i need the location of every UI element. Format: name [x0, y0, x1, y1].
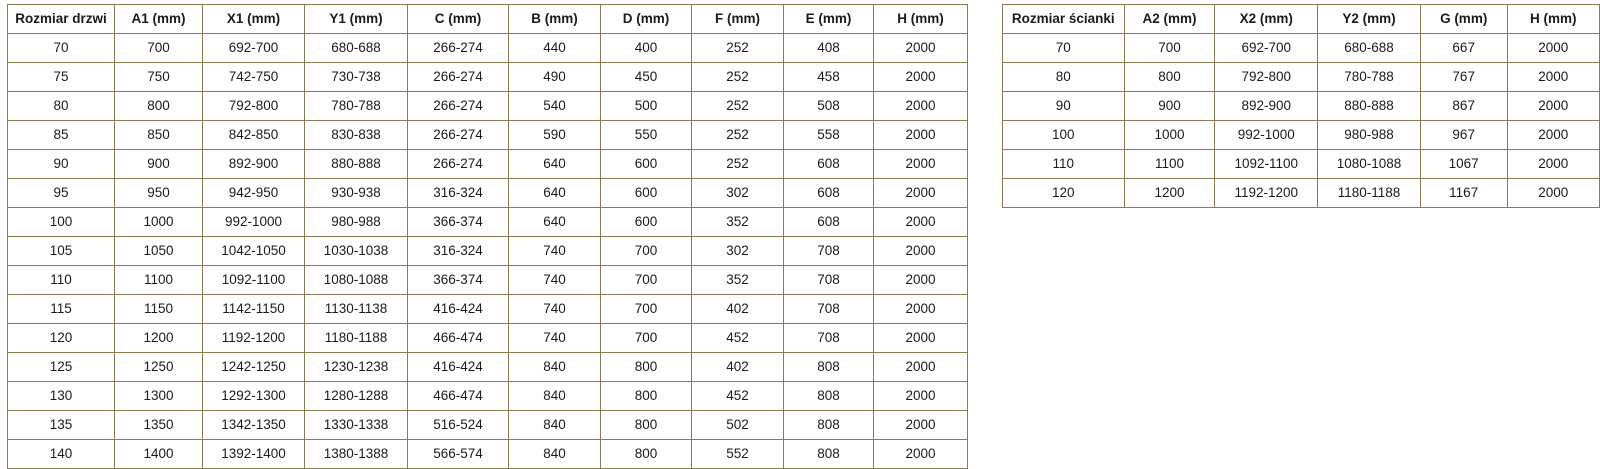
cell: 1192-1200	[203, 324, 305, 353]
cell: 1100	[1124, 150, 1215, 179]
table-row	[8, 324, 968, 353]
column-header-x1: X1 (mm)	[203, 5, 305, 34]
cell: 2000	[874, 150, 968, 179]
cell: 800	[601, 440, 692, 469]
cell: 252	[692, 63, 784, 92]
table-row	[8, 121, 968, 150]
table-row	[8, 353, 968, 382]
column-header-y2: Y2 (mm)	[1318, 5, 1421, 34]
cell: 1000	[1124, 121, 1215, 150]
cell: 2000	[874, 266, 968, 295]
cell: 967	[1420, 121, 1507, 150]
cell: 466-474	[408, 324, 509, 353]
cell: 80	[8, 92, 115, 121]
column-header-c: C (mm)	[408, 5, 509, 34]
cell: 680-688	[305, 34, 408, 63]
cell: 808	[784, 382, 874, 411]
cell: 780-788	[305, 92, 408, 121]
column-header-f: F (mm)	[692, 5, 784, 34]
table-row	[1003, 121, 1600, 150]
table-header-row	[8, 5, 968, 34]
cell: 640	[509, 179, 601, 208]
column-header-g: G (mm)	[1420, 5, 1507, 34]
cell: 2000	[1507, 34, 1599, 63]
cell: 842-850	[203, 121, 305, 150]
cell: 1300	[115, 382, 203, 411]
cell: 302	[692, 237, 784, 266]
cell: 840	[509, 411, 601, 440]
cell: 740	[509, 237, 601, 266]
cell: 500	[601, 92, 692, 121]
cell: 80	[1003, 63, 1125, 92]
cell: 90	[1003, 92, 1125, 121]
column-header-x2: X2 (mm)	[1215, 5, 1318, 34]
cell: 95	[8, 179, 115, 208]
cell: 980-988	[1318, 121, 1421, 150]
column-header-e: E (mm)	[784, 5, 874, 34]
table-row	[1003, 150, 1600, 179]
cell: 2000	[1507, 179, 1599, 208]
cell: 1150	[115, 295, 203, 324]
cell: 2000	[874, 295, 968, 324]
cell: 930-938	[305, 179, 408, 208]
cell: 2000	[874, 353, 968, 382]
cell: 830-838	[305, 121, 408, 150]
cell: 552	[692, 440, 784, 469]
cell: 800	[601, 382, 692, 411]
table-row	[8, 237, 968, 266]
table-row	[8, 266, 968, 295]
cell: 252	[692, 34, 784, 63]
wall-size-table-head	[1003, 5, 1600, 34]
cell: 100	[1003, 121, 1125, 150]
cell: 700	[115, 34, 203, 63]
table-row	[1003, 34, 1600, 63]
cell: 667	[1420, 34, 1507, 63]
cell: 1342-1350	[203, 411, 305, 440]
cell: 2000	[1507, 121, 1599, 150]
cell: 892-900	[203, 150, 305, 179]
cell: 700	[601, 295, 692, 324]
cell: 867	[1420, 92, 1507, 121]
cell: 1167	[1420, 179, 1507, 208]
wall-size-table-body	[1003, 34, 1600, 208]
cell: 892-900	[1215, 92, 1318, 121]
cell: 120	[8, 324, 115, 353]
cell: 316-324	[408, 179, 509, 208]
cell: 2000	[874, 208, 968, 237]
cell: 266-274	[408, 150, 509, 179]
cell: 1180-1188	[305, 324, 408, 353]
table-row	[8, 295, 968, 324]
cell: 850	[115, 121, 203, 150]
cell: 1200	[1124, 179, 1215, 208]
cell: 880-888	[1318, 92, 1421, 121]
cell: 450	[601, 63, 692, 92]
cell: 1080-1088	[1318, 150, 1421, 179]
cell: 2000	[874, 179, 968, 208]
cell: 1200	[115, 324, 203, 353]
cell: 800	[1124, 63, 1215, 92]
cell: 366-374	[408, 208, 509, 237]
cell: 2000	[874, 440, 968, 469]
cell: 266-274	[408, 121, 509, 150]
cell: 730-738	[305, 63, 408, 92]
cell: 1280-1288	[305, 382, 408, 411]
cell: 980-988	[305, 208, 408, 237]
cell: 266-274	[408, 92, 509, 121]
table-row	[1003, 92, 1600, 121]
cell: 750	[115, 63, 203, 92]
cell: 1180-1188	[1318, 179, 1421, 208]
cell: 2000	[1507, 63, 1599, 92]
wall-size-table	[1002, 4, 1600, 208]
cell: 366-374	[408, 266, 509, 295]
cell: 402	[692, 353, 784, 382]
cell: 1092-1100	[203, 266, 305, 295]
cell: 2000	[874, 324, 968, 353]
cell: 840	[509, 353, 601, 382]
cell: 992-1000	[203, 208, 305, 237]
cell: 416-424	[408, 353, 509, 382]
cell: 792-800	[203, 92, 305, 121]
cell: 402	[692, 295, 784, 324]
cell: 808	[784, 440, 874, 469]
cell: 1000	[115, 208, 203, 237]
cell: 140	[8, 440, 115, 469]
cell: 1130-1138	[305, 295, 408, 324]
cell: 266-274	[408, 63, 509, 92]
cell: 600	[601, 208, 692, 237]
table-row	[1003, 63, 1600, 92]
cell: 680-688	[1318, 34, 1421, 63]
table-row	[8, 150, 968, 179]
table-row	[8, 382, 968, 411]
cell: 75	[8, 63, 115, 92]
cell: 2000	[874, 411, 968, 440]
cell: 700	[601, 237, 692, 266]
cell: 125	[8, 353, 115, 382]
cell: 90	[8, 150, 115, 179]
table-row	[8, 34, 968, 63]
cell: 1350	[115, 411, 203, 440]
cell: 1050	[115, 237, 203, 266]
cell: 105	[8, 237, 115, 266]
cell: 800	[115, 92, 203, 121]
cell: 2000	[874, 92, 968, 121]
cell: 1042-1050	[203, 237, 305, 266]
cell: 135	[8, 411, 115, 440]
cell: 266-274	[408, 34, 509, 63]
cell: 466-474	[408, 382, 509, 411]
cell: 700	[601, 324, 692, 353]
cell: 1100	[115, 266, 203, 295]
cell: 130	[8, 382, 115, 411]
cell: 590	[509, 121, 601, 150]
cell: 115	[8, 295, 115, 324]
cell: 85	[8, 121, 115, 150]
cell: 640	[509, 208, 601, 237]
cell: 1080-1088	[305, 266, 408, 295]
cell: 880-888	[305, 150, 408, 179]
cell: 780-788	[1318, 63, 1421, 92]
table-row	[8, 208, 968, 237]
cell: 540	[509, 92, 601, 121]
door-size-table-head	[8, 5, 968, 34]
cell: 608	[784, 179, 874, 208]
column-header-a2: A2 (mm)	[1124, 5, 1215, 34]
column-header-a1: A1 (mm)	[115, 5, 203, 34]
cell: 900	[115, 150, 203, 179]
cell: 708	[784, 324, 874, 353]
cell: 840	[509, 440, 601, 469]
door-size-table	[7, 4, 968, 469]
cell: 566-574	[408, 440, 509, 469]
cell: 316-324	[408, 237, 509, 266]
cell: 452	[692, 324, 784, 353]
cell: 502	[692, 411, 784, 440]
cell: 2000	[874, 34, 968, 63]
cell: 742-750	[203, 63, 305, 92]
table-header-row	[1003, 5, 1600, 34]
cell: 2000	[874, 237, 968, 266]
cell: 400	[601, 34, 692, 63]
cell: 352	[692, 266, 784, 295]
cell: 110	[1003, 150, 1125, 179]
cell: 440	[509, 34, 601, 63]
cell: 1192-1200	[1215, 179, 1318, 208]
cell: 490	[509, 63, 601, 92]
cell: 2000	[874, 382, 968, 411]
column-header-h: H (mm)	[874, 5, 968, 34]
cell: 2000	[874, 121, 968, 150]
cell: 1142-1150	[203, 295, 305, 324]
table-row	[8, 411, 968, 440]
column-header-d: D (mm)	[601, 5, 692, 34]
cell: 70	[1003, 34, 1125, 63]
cell: 708	[784, 266, 874, 295]
cell: 516-524	[408, 411, 509, 440]
cell: 800	[601, 411, 692, 440]
cell: 550	[601, 121, 692, 150]
cell: 600	[601, 150, 692, 179]
cell: 767	[1420, 63, 1507, 92]
cell: 708	[784, 237, 874, 266]
cell: 942-950	[203, 179, 305, 208]
cell: 408	[784, 34, 874, 63]
cell: 692-700	[203, 34, 305, 63]
table-row	[8, 63, 968, 92]
cell: 1092-1100	[1215, 150, 1318, 179]
cell: 1250	[115, 353, 203, 382]
cell: 900	[1124, 92, 1215, 121]
cell: 302	[692, 179, 784, 208]
cell: 800	[601, 353, 692, 382]
cell: 1067	[1420, 150, 1507, 179]
cell: 740	[509, 295, 601, 324]
column-header-b: B (mm)	[509, 5, 601, 34]
column-header-h: H (mm)	[1507, 5, 1599, 34]
cell: 600	[601, 179, 692, 208]
door-size-table-container	[7, 4, 968, 469]
door-size-table-body	[8, 34, 968, 469]
cell: 1380-1388	[305, 440, 408, 469]
cell: 840	[509, 382, 601, 411]
cell: 252	[692, 121, 784, 150]
cell: 352	[692, 208, 784, 237]
cell: 692-700	[1215, 34, 1318, 63]
cell: 70	[8, 34, 115, 63]
cell: 740	[509, 324, 601, 353]
cell: 992-1000	[1215, 121, 1318, 150]
cell: 252	[692, 150, 784, 179]
cell: 708	[784, 295, 874, 324]
cell: 1292-1300	[203, 382, 305, 411]
cell: 452	[692, 382, 784, 411]
cell: 740	[509, 266, 601, 295]
cell: 1242-1250	[203, 353, 305, 382]
cell: 1392-1400	[203, 440, 305, 469]
cell: 2000	[1507, 150, 1599, 179]
cell: 2000	[1507, 92, 1599, 121]
column-header-wall-size: Rozmiar ścianki	[1003, 5, 1125, 34]
cell: 252	[692, 92, 784, 121]
column-header-y1: Y1 (mm)	[305, 5, 408, 34]
cell: 558	[784, 121, 874, 150]
cell: 2000	[874, 63, 968, 92]
cell: 100	[8, 208, 115, 237]
table-row	[1003, 179, 1600, 208]
table-row	[8, 440, 968, 469]
cell: 700	[1124, 34, 1215, 63]
wall-size-table-container	[1002, 4, 1600, 208]
cell: 1030-1038	[305, 237, 408, 266]
cell: 1230-1238	[305, 353, 408, 382]
cell: 608	[784, 208, 874, 237]
cell: 458	[784, 63, 874, 92]
cell: 950	[115, 179, 203, 208]
column-header-door-size: Rozmiar drzwi	[8, 5, 115, 34]
cell: 792-800	[1215, 63, 1318, 92]
cell: 1330-1338	[305, 411, 408, 440]
cell: 120	[1003, 179, 1125, 208]
cell: 608	[784, 150, 874, 179]
cell: 700	[601, 266, 692, 295]
cell: 808	[784, 411, 874, 440]
cell: 640	[509, 150, 601, 179]
cell: 808	[784, 353, 874, 382]
table-row	[8, 179, 968, 208]
cell: 416-424	[408, 295, 509, 324]
cell: 110	[8, 266, 115, 295]
cell: 508	[784, 92, 874, 121]
table-row	[8, 92, 968, 121]
cell: 1400	[115, 440, 203, 469]
